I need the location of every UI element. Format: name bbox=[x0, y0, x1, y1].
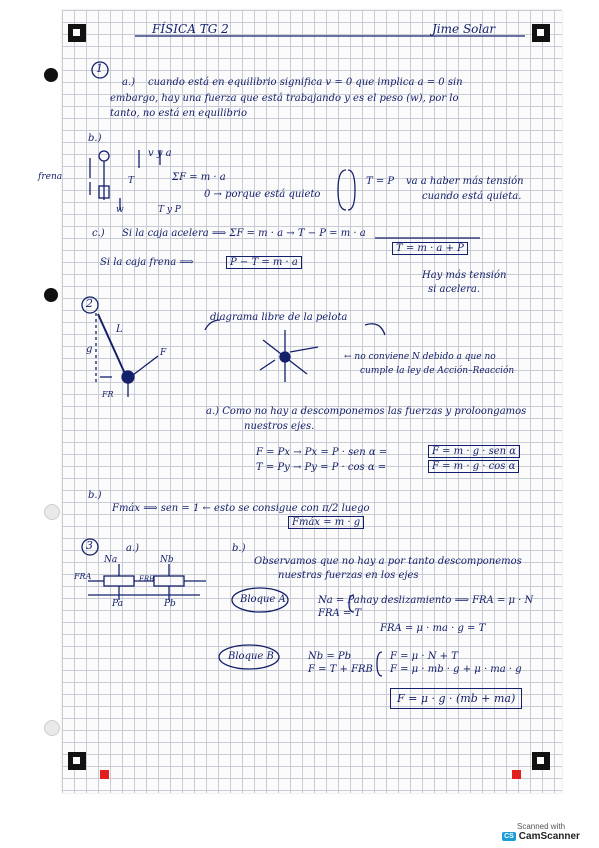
bloque-a-label: Bloque A bbox=[240, 594, 286, 605]
ex1-a-line3: tanto, no está en equilibrio bbox=[110, 108, 247, 119]
bloque-b-eq1: Nb = Pb bbox=[308, 651, 352, 662]
ex2-diagram-title: diagrama libre de la pelota bbox=[210, 312, 348, 323]
ex1-b-va: v y a bbox=[148, 148, 172, 159]
bloque-a-eq2: FRA = T bbox=[318, 608, 362, 619]
ex1-b-typ: T y P bbox=[158, 205, 181, 215]
ex2-fr: FR bbox=[102, 390, 114, 399]
ex1-c-line: Si la caja acelera ⟹ ΣF = m · a → T − P = m · a bbox=[122, 228, 366, 239]
ex3-na: Na bbox=[104, 555, 118, 565]
ex2-b-label: b.) bbox=[88, 490, 102, 501]
camscanner-brand: CamScanner bbox=[518, 831, 580, 842]
ex3-pa: Pa bbox=[112, 599, 124, 609]
ex1-b-zero: 0 → porque está quieto bbox=[204, 189, 321, 200]
bloque-a-note: hay deslizamiento ⟹ FRA = μ · N bbox=[360, 595, 534, 606]
exercise-number: 2 bbox=[86, 297, 93, 310]
ex3-b-label: b.) bbox=[232, 543, 246, 554]
exercise-number: 1 bbox=[96, 62, 103, 75]
ex1-a-label: a.) bbox=[122, 77, 136, 88]
scanner-watermark bbox=[499, 822, 583, 842]
ex1-c-frena-box: P − T = m · a bbox=[226, 256, 302, 269]
ex1-c-result-box: T = m · a + P bbox=[392, 242, 468, 255]
bloque-a-eq1: Na = Pa bbox=[318, 595, 360, 606]
ex2-eq1-box: F = m · g · sen α bbox=[428, 445, 520, 458]
ex2-f: F bbox=[160, 348, 167, 358]
ex3-b-line1: Observamos que no hay a por tanto descomponemos bbox=[254, 556, 522, 567]
bloque-b-eq2: F = T + FRB bbox=[308, 664, 373, 675]
subject-title: FÍSICA TG 2 bbox=[152, 22, 229, 36]
final-result-box: F = μ · g · (mb + ma) bbox=[390, 688, 522, 709]
ex2-g: g bbox=[86, 344, 93, 355]
ex1-c-label: c.) bbox=[92, 228, 105, 239]
ex3-fra: FRA bbox=[74, 572, 92, 581]
ex1-b-label: b.) bbox=[88, 133, 102, 144]
bloque-b-label: Bloque B bbox=[228, 651, 274, 662]
exercise-number: 3 bbox=[86, 539, 93, 552]
ex1-c-more2: si acelera. bbox=[428, 284, 481, 295]
ex3-b-line2: nuestras fuerzas en los ejes bbox=[278, 570, 419, 581]
ex1-b-t: T bbox=[128, 176, 135, 186]
ex1-c-more1: Hay más tensión bbox=[422, 270, 507, 281]
ex3-pb: Pb bbox=[164, 599, 176, 609]
ex2-n-note2: cumple la ley de Acción–Reacción bbox=[360, 366, 515, 376]
ex1-a-line1: cuando está en equilibrio significa v = 0 que implica a = 0 sin bbox=[148, 77, 463, 88]
ex1-b-tp: T = P bbox=[366, 176, 395, 187]
ex3-a-label: a.) bbox=[126, 543, 140, 554]
author-name: Jime Solar bbox=[432, 22, 496, 36]
ex2-a-line2: nuestros ejes. bbox=[244, 421, 315, 432]
ex2-b-box: Fmáx = m · g bbox=[288, 516, 364, 529]
ex2-l: L bbox=[116, 324, 123, 335]
ex2-eq2: T = Py → Py = P · cos α = bbox=[256, 462, 387, 473]
ex1-a-line2: embargo, hay una fuerza que está trabajando y es el peso (w), por lo bbox=[110, 93, 459, 104]
bloque-b-r2: F = μ · mb · g + μ · ma · g bbox=[390, 664, 522, 675]
ex1-b-tension1: va a haber más tensión bbox=[406, 176, 524, 187]
ex3-nb: Nb bbox=[160, 555, 174, 565]
scanned-with-text: Scanned with bbox=[516, 822, 566, 831]
ex2-eq2-box: F = m · g · cos α bbox=[428, 460, 519, 473]
ex2-a-line1: a.) Como no hay a descomponemos las fuerzas y proloongamos bbox=[206, 406, 527, 417]
ex2-b-line: Fmáx ⟹ sen = 1 ← esto se consigue con π/2 luego bbox=[112, 503, 370, 514]
ex1-b-sumf: ΣF = m · a bbox=[172, 172, 226, 183]
camscanner-logo-icon: CS bbox=[504, 833, 514, 840]
ex1-c-frena: Si la caja frena ⟹ bbox=[100, 257, 194, 268]
bloque-a-result: FRA = μ · ma · g = T bbox=[380, 623, 486, 634]
bloque-b-r1: F = μ · N + T bbox=[390, 651, 458, 662]
ex1-b-tension2: cuando está quieta. bbox=[422, 191, 522, 202]
ex2-n-note1: ← no conviene N debido a que no bbox=[344, 352, 496, 362]
ex1-b-frena: frena bbox=[38, 172, 63, 182]
ex1-b-w: w bbox=[116, 205, 124, 215]
ex3-fr-b: FRB bbox=[139, 575, 155, 583]
ex2-eq1: F = Px → Px = P · sen α = bbox=[256, 447, 388, 458]
